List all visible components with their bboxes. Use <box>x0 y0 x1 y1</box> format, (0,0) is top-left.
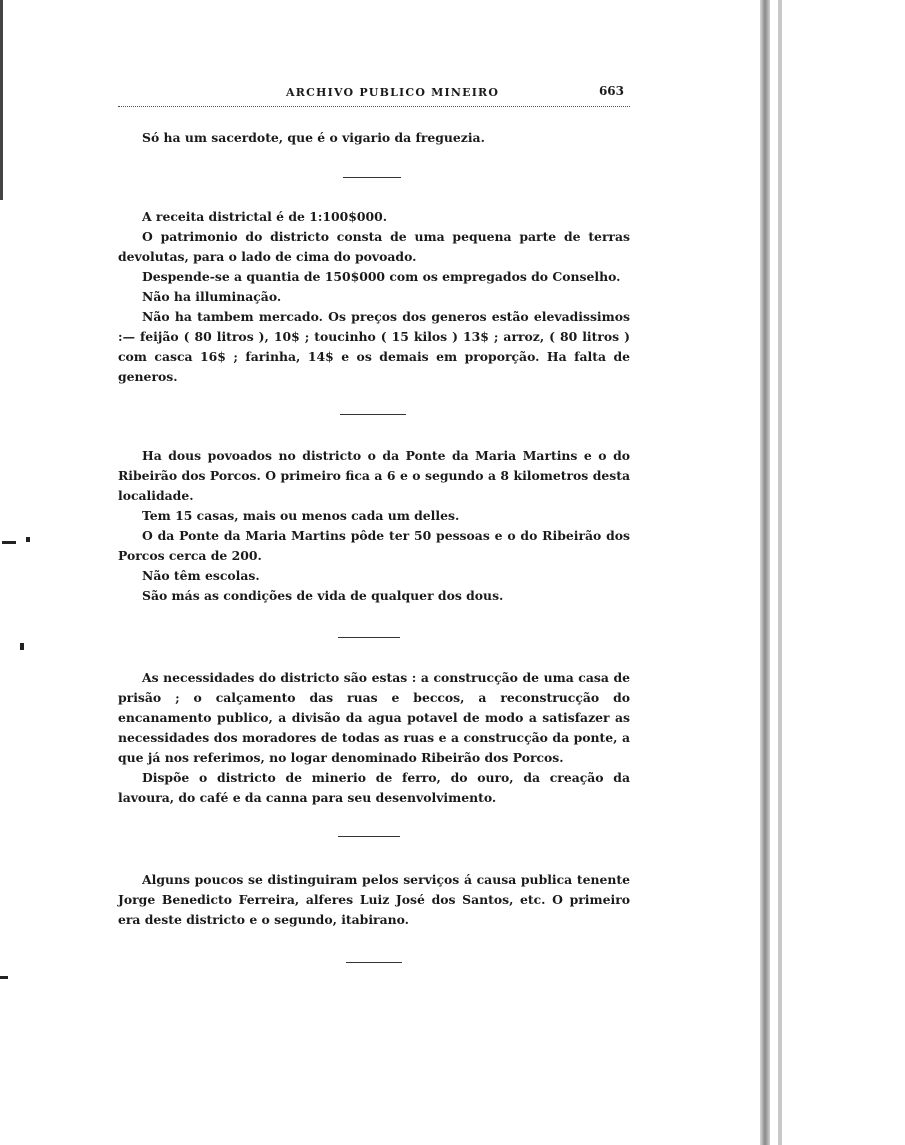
section-finances <box>118 207 630 387</box>
paragraph: Dispõe o districto de minerio de ferro, do ouro, da creação da lavoura, do café e da canna para seu desenvolvimento. <box>118 770 630 805</box>
binding-gutter <box>760 0 770 1145</box>
running-header <box>118 84 630 107</box>
section-divider <box>338 836 400 837</box>
paragraph: Ha dous povoados no districto o da Ponte da Maria Martins e o do Ribeirão dos Porcos. O primeiro fica a 6 e o segundo a 8 kilometros desta localidade. <box>118 448 630 503</box>
section-divider <box>343 177 401 178</box>
paragraph: Não ha tambem mercado. Os preços dos generos estão elevadissimos :— feijão ( 80 litros ), 10$ ; toucinho ( 15 kilos ) 13$ ; arroz, ( 80 litros ) com casca 16$ ; farinha, 14$ e os demais em proporção. Ha falta de generos. <box>118 309 630 384</box>
paragraph: São más as condições de vida de qualquer dos dous. <box>142 588 504 603</box>
paragraph: O patrimonio do districto consta de uma pequena parte de terras devolutas, para o lado de cima do povoado. <box>118 229 630 264</box>
paragraph: Só ha um sacerdote, que é o vigario da freguezia. <box>142 130 485 145</box>
section-needs <box>118 668 630 808</box>
margin-speck <box>26 537 30 542</box>
section-divider <box>346 962 402 963</box>
paragraph: Despende-se a quantia de 150$000 com os empregados do Conselho. <box>142 269 621 284</box>
paragraph: O da Ponte da Maria Martins pôde ter 50 pessoas e o do Ribeirão dos Porcos cerca de 200. <box>118 528 630 563</box>
paragraph: As necessidades do districto são estas : a construcção de uma casa de prisão ; o calçamento das ruas e beccos, a reconstrucção do encanamento publico, a divisão da agua potavel de modo a satisfazer as necessidades dos moradores de todas as ruas e a construcção da ponte, a que já nos referimos, no logar denominado Ribeirão dos Porcos. <box>118 670 630 765</box>
paragraph: A receita districtal é de 1:100$000. <box>142 209 388 224</box>
margin-speck <box>2 541 16 544</box>
running-header-title: ARCHIVO PUBLICO MINEIRO <box>286 86 500 99</box>
page-number: 663 <box>598 84 624 98</box>
section-divider <box>338 637 400 638</box>
paragraph: Não têm escolas. <box>142 568 260 583</box>
margin-speck <box>0 976 8 979</box>
paragraph: Não ha illuminação. <box>142 289 282 304</box>
paragraph: Tem 15 casas, mais ou menos cada um delles. <box>142 508 460 523</box>
section-settlements <box>118 446 630 606</box>
section-clergy <box>118 128 630 148</box>
section-citizens <box>118 870 630 930</box>
paragraph: Alguns poucos se distinguiram pelos serviços á causa publica tenente Jorge Benedicto Ferreira, alferes Luiz José dos Santos, etc. O primeiro era deste districto e o segundo, itabirano. <box>118 872 630 927</box>
section-divider <box>340 414 406 415</box>
margin-speck <box>20 643 24 650</box>
binding-gutter-line <box>778 0 782 1145</box>
page-edge-shadow <box>0 0 3 200</box>
